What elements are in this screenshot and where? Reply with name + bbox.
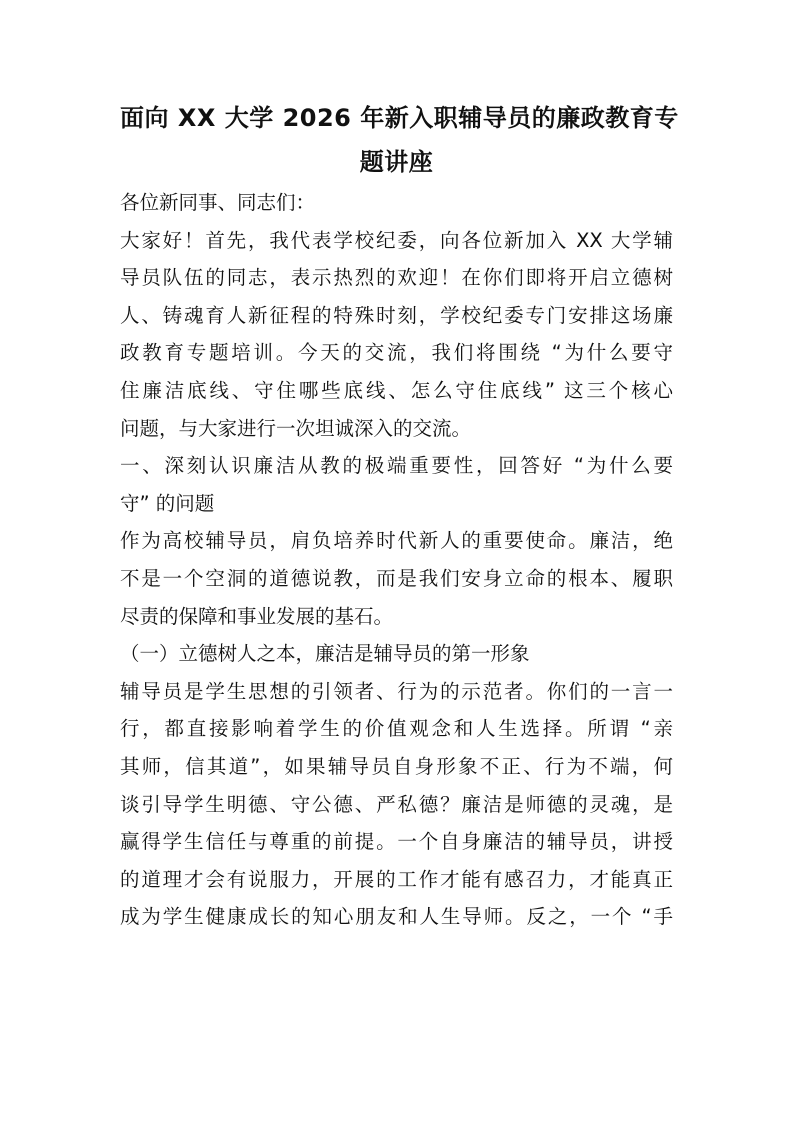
document-body bbox=[120, 184, 673, 936]
title-line: 题讲座 bbox=[359, 148, 434, 176]
text-line: 政教育专题培训。今天的交流，我们将围绕 “为什么要守 bbox=[120, 341, 673, 365]
text-line: 谈引导学生明德、守公德、严私德？廉洁是师德的灵魂，是 bbox=[120, 792, 673, 816]
text-line: 的道理才会有说服力，开展的工作才能有感召力，才能真正 bbox=[120, 867, 673, 891]
text-line: 赢得学生信任与尊重的前提。一个自身廉洁的辅导员，讲授 bbox=[120, 830, 673, 854]
text-line: 人、铸魂育人新征程的特殊时刻，学校纪委专门安排这场廉 bbox=[120, 303, 673, 327]
document-title bbox=[120, 96, 679, 184]
section-heading-1 bbox=[120, 447, 673, 522]
subsection-heading-1 bbox=[120, 635, 673, 673]
subsection-1-paragraph bbox=[120, 673, 673, 936]
text-line: 大家好！首先，我代表学校纪委，向各位新加入 XX 大学辅 bbox=[120, 228, 673, 252]
text-line: 住廉洁底线、守住哪些底线、怎么守住底线” 这三个核心 bbox=[120, 378, 673, 402]
text-line: 作为高校辅导员，肩负培养时代新人的重要使命。廉洁，绝 bbox=[120, 529, 673, 553]
text-line: （一）立德树人之本，廉洁是辅导员的第一形象 bbox=[120, 642, 530, 666]
text-line: 一、深刻认识廉洁从教的极端重要性，回答好 “为什么要 bbox=[120, 454, 673, 478]
text-line: 辅导员是学生思想的引领者、行为的示范者。你们的一言一 bbox=[120, 679, 673, 703]
text-line: 问题，与大家进行一次坦诚深入的交流。 bbox=[120, 416, 472, 440]
text-line: 导员队伍的同志，表示热烈的欢迎！在你们即将开启立德树 bbox=[120, 266, 673, 290]
intro-paragraph bbox=[120, 222, 673, 448]
text-line: 成为学生健康成长的知心朋友和人生导师。反之，一个 “手 bbox=[120, 905, 673, 929]
title-line: 面向 XX 大学 2026 年新入职辅导员的廉政教育专 bbox=[120, 104, 679, 132]
salutation bbox=[120, 184, 673, 222]
text-line: 其师，信其道”，如果辅导员自身形象不正、行为不端，何 bbox=[120, 754, 673, 778]
text-line: 守” 的问题 bbox=[120, 491, 215, 515]
section-1-paragraph bbox=[120, 522, 673, 635]
text-line: 尽责的保障和事业发展的基石。 bbox=[120, 604, 394, 628]
text-line: 各位新同事、同志们： bbox=[120, 191, 316, 214]
text-line: 行，都直接影响着学生的价值观念和人生选择。所谓 “亲 bbox=[120, 717, 673, 741]
text-line: 不是一个空洞的道德说教，而是我们安身立命的根本、履职 bbox=[120, 566, 673, 590]
